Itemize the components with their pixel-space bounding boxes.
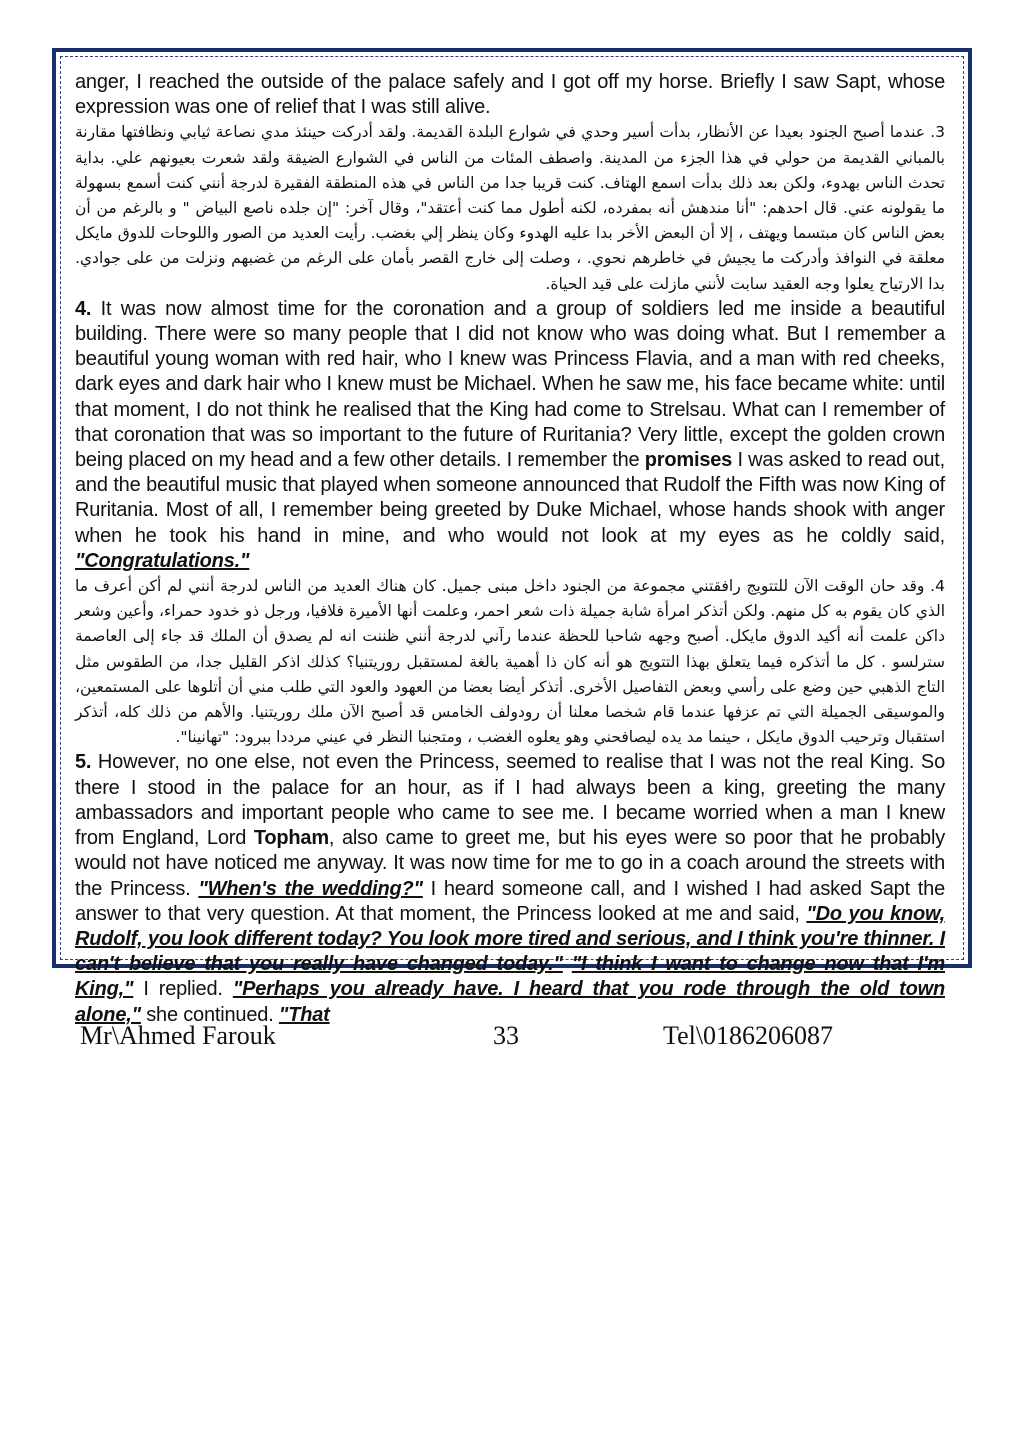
footer-author: Mr\Ahmed Farouk: [80, 1021, 276, 1050]
page-footer: [0, 1021, 1024, 1061]
paragraph-text: I heard someone call, and I wished I had asked Sapt the answer to that very question. At that moment, the Princess looked at me and said,: [75, 877, 945, 925]
quote-wedding: "When's the wedding?": [198, 877, 423, 900]
keyword-topham: Topham: [253, 827, 329, 850]
paragraph-text: I was asked to read out, and the beautiful music that played when someone announced that Rudolf the Fifth was now King of Ruritania. Most of all, I remember being greeted by Duke Michael, whose hands shook with anger when he took his hand in mine, and who would not look at my eyes as he coldly said,: [75, 449, 946, 547]
intro-text: anger, I reached the outside of the palace safely and I got off my horse. Briefly I saw Sapt, whose expression was one of relief that I was still alive.: [75, 71, 945, 119]
quote-that: "That: [278, 1003, 330, 1026]
paragraph-5: [75, 750, 945, 1027]
paragraph-number: 4.: [75, 297, 92, 320]
paragraph-text: I replied.: [133, 978, 233, 1001]
paragraph-text: However, no one else, not even the Princess, seemed to realise that I was not the real King. So there I stood in the palace for an hour, as if I had always been a king, greeting the many ambassadors and important people who came to see me. I became worried when a man I knew from England, Lord: [75, 751, 945, 850]
footer-telephone: Tel\0186206087: [663, 1021, 834, 1050]
paragraph-text: , also came to greet me, but his eyes were so poor that he probably would not have noticed me anyway. It was now time for me to go in a coach around the streets with the Princess.: [75, 827, 946, 900]
keyword-promises: promises: [644, 449, 733, 472]
quote-king-reply: "I think I want to change now that I'm King,": [75, 953, 946, 1001]
page-number: 33: [493, 1021, 519, 1050]
quote-congratulations: "Congratulations.": [75, 549, 250, 572]
quote-princess: "Do you know, Rudolf, you look different today? You look more tired and serious, and I think you're thinner. I can't believe that you really have changed today.": [75, 902, 945, 976]
arabic-paragraph-3: 3. عندما أصبح الجنود بعيدا عن الأنظار، بدأت أسير وحدي في شوارع البلدة القديمة. ولقد أدركت حينئذ مدي نصاعة ثيابي ونظافتها مقارنة بالمباني القديمة من حولي في هذا الجزء من المدينة. واصطف المئات من الناس في الشوارع الضيقة ولقد شعرت بعيونهم علي. بداية تحدث الناس بهدوء، ولكن بعد ذلك بدأت اسمع الهتاف. كنت قريبا جدا من الناس في هذه المنطقة الفقيرة لدرجة أنني كنت أسمع بسهولة ما يقولونه عني. قال احدهم: "أنا مندهش أنه بمفرده، لكنه أطول مما كنت أعتقد"، وقال آخر: "إن جلده ناصع البياض " و بالرغم من أن بعض الناس كان مبتسما ويهتف ، إلا أن البعض الأخر بدا عليه الهدوء وكان ينظر إلي بغضب. رأيت العديد من الصور واللوحات للدوق مايكل معلقة في النوافذ وأدركت ما يجيش في خاطرهم نحوي. ، وصلت إلى خارج القصر بأمان على الرغم من غضبهم ونزلت من على جوادي. بدا الارتياح يعلوا وجه العقيد سابت لأنني مازلت على قيد الحياة.: [75, 123, 945, 293]
paragraph-number: 5.: [75, 751, 92, 774]
paragraph-text: It was now almost time for the coronation and a group of soldiers led me inside a beautiful building. There were so many people that I did not know who was doing what. But I remember a beautiful young woman with red hair, who I knew was Princess Flavia, and a man with red cheeks, dark eyes and dark hair who I knew must be Michael. When he saw me, his face became white: until that moment, I do not think he realised that the King had come to Strelsau. What can I remember of that coronation that was so important to the future of Ruritania? Very little, except the golden crown being placed on my head and a few other details. I remember the: [75, 297, 945, 472]
paragraph-4: [75, 297, 945, 574]
page-body: [75, 70, 946, 1026]
quote-perhaps: "Perhaps you already have. I heard that you rode through the old town alone,": [75, 978, 945, 1026]
paragraph-text: she continued.: [140, 1003, 279, 1026]
arabic-paragraph-4: 4. وقد حان الوقت الآن للتتويج رافقتني مجموعة من الجنود داخل مبنى جميل. كان هناك العديد من الناس لدرجة أنني لم أكن أعرف ما الذي كان يقوم به كل منهم. ولكن أتذكر امرأة شابة جميلة ذات شعر احمر، وعلمت أنها الأميرة فلافيا، ورجل ذو خدود حمراء، وأعين وشعر داكن علمت أنه أكيد الدوق مايكل. أصبح وجهه شاحبا للحظة عندما رآني لدرجة أنني ظننت انه لم يصدق أن الملك قد جاء إلى العاصمة سترلسو . كل ما أتذكره فيما يتعلق بهذا التتويج هو أنه كان ذا أهمية بالغة لمستقبل روريتنيا؟ كذلك اذكر القليل جدا، من الطقوس مثل التاج الذهبي حين وضع على رأسي وبعض التفاصيل الأخرى. أتذكر أيضا بعضا من العهود والعود التي طلب مني أن أتلوها على المستمعين، والموسيقى الجميلة التي تم عزفها عندما قام شخصا معلنا أن رودولف الخامس قد أصبح الآن ملك روريتنيا. والأهم من ذلك كله، أتذكر استقبال وترحيب الدوق مايكل ، حينما مد يده ليصافحني وهو يعلوه الغضب ، ومتجنبا النظر في عيني مرددا ببرود: "تهانينا".: [75, 577, 945, 747]
paragraph-intro: [75, 70, 945, 120]
